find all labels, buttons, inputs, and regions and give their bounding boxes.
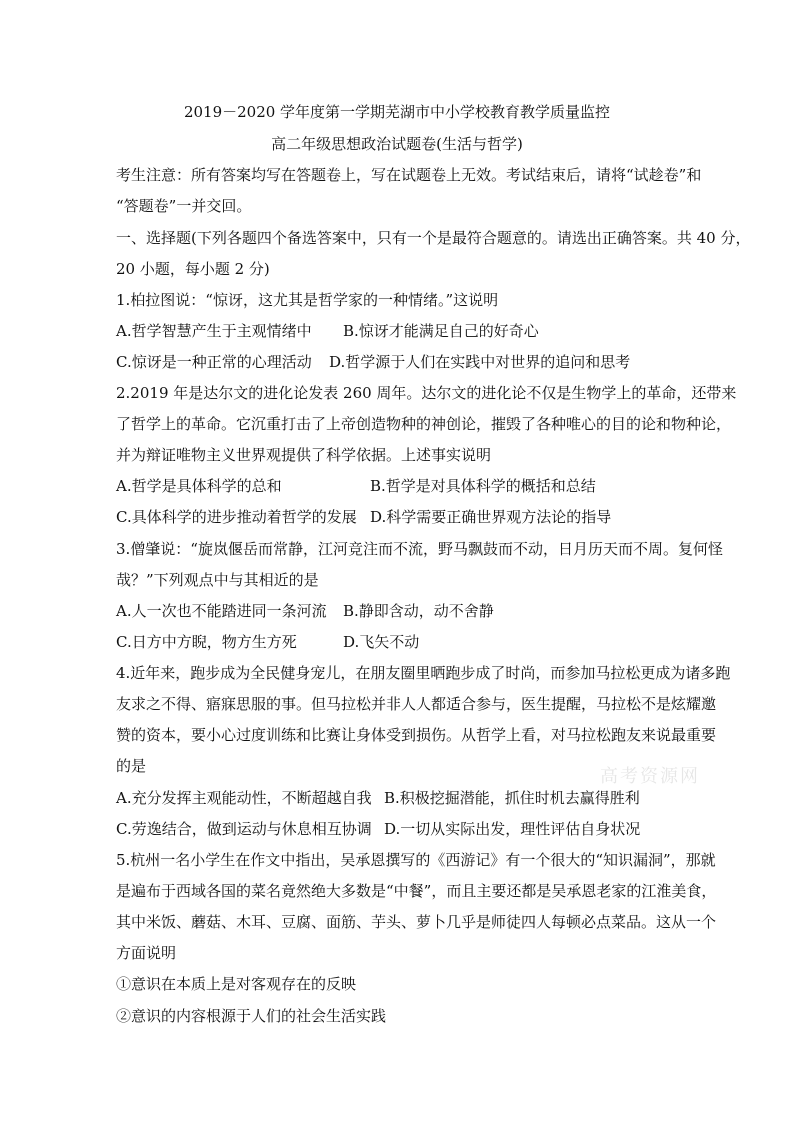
option-c: C.具体科学的进步推动着哲学的发展 <box>116 508 357 526</box>
question-stem: 友求之不得、寤寐思服的事。但马拉松并非人人都适合参与，医生提醒，马拉松不是炫耀邀 <box>116 695 717 713</box>
page-title: 2019－2020 学年度第一学期芜湖市中小学校教育教学质量监控 <box>183 103 611 121</box>
question-stem: 了哲学上的革命。它沉重打击了上帝创造物种的神创论，摧毁了各种唯心的目的论和物种论， <box>116 415 732 433</box>
option-a: A.哲学是具体科学的总和 <box>116 477 282 495</box>
question-stem: 2.2019 年是达尔文的进化论发表 260 周年。达尔文的进化论不仅是生物学上的革命，还带来 <box>116 384 737 402</box>
section-heading: 20 小题，每小题 2 分) <box>116 260 270 278</box>
page-subtitle: 高二年级思想政治试题卷(生活与哲学) <box>271 135 523 153</box>
section-heading: 一、选择题(下列各题四个备选答案中，只有一个是最符合题意的。请选出正确答案。共 40 分， <box>116 229 751 247</box>
option-d: D.一切从实际出发，理性评估自身状况 <box>384 820 641 838</box>
question-stem: 哉？”下列观点中与其相近的是 <box>116 571 319 589</box>
option-b: B.哲学是对具体科学的概括和总结 <box>370 477 596 495</box>
question-stem: 的是 <box>116 757 147 775</box>
question-stem: 1.柏拉图说：“惊讶，这尤其是哲学家的一种情绪。”这说明 <box>116 291 499 309</box>
option-c: C.劳逸结合，做到运动与休息相互协调 <box>116 820 372 838</box>
question-stem: 5.杭州一名小学生在作文中指出，吴承恩撰写的《西游记》有一个很大的“知识漏洞”，那就 <box>116 851 716 869</box>
watermark: 高考资源网 <box>600 766 700 787</box>
option-b: B.静即含动，动不舍静 <box>343 602 494 620</box>
notice-line: “答题卷”一并交回。 <box>116 197 252 215</box>
question-stem: 其中米饭、蘑菇、木耳、豆腐、面筋、芋头、萝卜几乎是师徒四人每顿必点菜品。这从一个 <box>116 913 717 931</box>
question-stem: 4.近年来，跑步成为全民健身宠儿，在朋友圈里晒跑步成了时尚，而参加马拉松更成为诸多跑 <box>116 664 731 682</box>
option-d: D.科学需要正确世界观方法论的指导 <box>370 508 612 526</box>
question-item: ②意识的内容根源于人们的社会生活实践 <box>116 1007 387 1025</box>
question-stem: 3.僧肇说：“旋岚偃岳而常静，江河竞注而不流，野马飘鼓而不动，日月历天而不周。复何怪 <box>116 540 723 558</box>
question-stem: 方面说明 <box>116 944 177 962</box>
option-c: C.惊讶是一种正常的心理活动 <box>116 353 312 371</box>
notice-line: 考生注意：所有答案均写在答题卷上，写在试题卷上无效。考试结束后，请将“试趁卷”和 <box>116 166 702 184</box>
option-a: A.人一次也不能踏进同一条河流 <box>116 602 327 620</box>
option-c: C.日方中方睨，物方生方死 <box>116 633 297 651</box>
option-a: A.充分发挥主观能动性，不断超越自我 <box>116 789 372 807</box>
question-stem: 并为辩证唯物主义世界观提供了科学依据。上述事实说明 <box>116 446 492 464</box>
option-a: A.哲学智慧产生于主观情绪中 <box>116 322 312 340</box>
option-b: B.惊讶才能满足自己的好奇心 <box>343 322 539 340</box>
question-stem: 赞的资本，要小心过度训练和比赛让身体受到损伤。从哲学上看，对马拉松跑友来说最重要 <box>116 726 717 744</box>
option-d: D.哲学源于人们在实践中对世界的追问和思考 <box>329 353 631 371</box>
option-d: D.飞矢不动 <box>343 633 420 651</box>
question-item: ①意识在本质上是对客观存在的反映 <box>116 975 357 993</box>
question-stem: 是遍布于西域各国的菜名竟然绝大多数是“中餐”，而且主要还都是吴承恩老家的江淮美食， <box>116 882 717 900</box>
option-b: B.积极挖掘潜能，抓住时机去赢得胜利 <box>384 789 640 807</box>
